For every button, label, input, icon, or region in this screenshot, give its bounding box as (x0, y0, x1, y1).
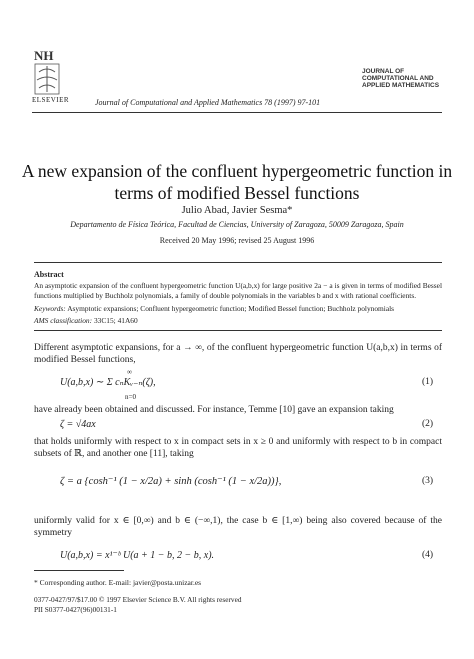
equation-4: U(a,b,x) = x¹⁻ᵇ U(a + 1 − b, 2 − b, x). (60, 550, 215, 561)
equation-2: ζ = √4ax (60, 419, 96, 430)
keywords-label: Keywords: (34, 304, 66, 313)
journal-name-line: APPLIED MATHEMATICS (362, 82, 440, 90)
publisher-name: ELSEVIER (32, 96, 70, 104)
corresponding-author-footnote: * Corresponding author. E-mail: javier@posta.unizar.es (34, 578, 202, 587)
equation-2-number: (2) (422, 419, 434, 429)
equation-4-number: (4) (422, 550, 434, 560)
paragraph-4: uniformly valid for x ∈ [0,∞) and b ∈ (−∞,1), the case b ∈ [1,∞) being also covered because of the symmetry (34, 516, 442, 538)
journal-name (362, 68, 452, 90)
authors: Julio Abad, Javier Sesma* (181, 205, 293, 216)
journal-citation: Journal of Computational and Applied Mathematics 78 (1997) 97-101 (95, 98, 321, 107)
copyright-block (34, 595, 241, 614)
paragraph-3: that holds uniformly with respect to x in compact sets in x ≥ 0 and uniformly with respect to b in compact subsets of ℝ, and another one [11], taking (34, 437, 442, 459)
journal-name-line: COMPUTATIONAL AND (362, 75, 434, 83)
equation-1-number: (1) (422, 377, 434, 387)
header-rule (32, 112, 442, 113)
equation-1-text: U(a,b,x) ∼ Σ cₙKᵥ₋ₙ(ζ), (60, 377, 156, 388)
abstract-text: An asymptotic expansion of the confluent hypergeometric function U(a,b,x) for large positive 2a − a is given in terms of modified Bessel functions multiplied by Buchholz polynomials, a family of double polynomials in the variables b and x with rational coefficients. (34, 281, 442, 300)
abstract-top-rule (34, 262, 442, 263)
received-dates: Received 20 May 1996; revised 25 August 1996 (159, 236, 315, 245)
ams-classification (34, 316, 138, 325)
copyright-line: 0377-0427/97/$17.00 © 1997 Elsevier Science B.V. All rights reserved (34, 595, 242, 604)
elsevier-logo (31, 46, 63, 98)
title-line: A new expansion of the confluent hypergeometric function in (21, 161, 453, 181)
abstract-bottom-rule (34, 330, 442, 331)
ams-codes: 33C15; 41A60 (93, 316, 138, 325)
sum-upper-limit: ∞ (127, 368, 132, 376)
equation-3: ζ = a {cosh⁻¹ (1 − x/2a) + sinh (cosh⁻¹ (1 − x/2a))}, (60, 476, 282, 487)
footnote-rule (34, 570, 124, 571)
equation-1 (60, 377, 156, 388)
ams-label: AMS classification: (34, 316, 93, 325)
sum-lower-limit: n=0 (125, 393, 136, 401)
paper-title (20, 160, 454, 204)
pii-line: PII S0377-0427(96)00131-1 (34, 604, 117, 614)
keywords-list: Asymptotic expansions; Confluent hypergeometric function; Modified Bessel function; Buchholz polynomials (67, 304, 395, 313)
abstract-heading: Abstract (34, 270, 64, 279)
journal-name-line: JOURNAL OF (362, 68, 405, 75)
affiliation: Departamento de Física Teórica, Facultad de Ciencias, University of Zaragoza, 50009 Zaragoza, Spain (70, 220, 404, 229)
paragraph-1: Different asymptotic expansions, for a → ∞, of the confluent hypergeometric function U(a,b,x) in terms of modified Bessel functions, (34, 343, 442, 365)
title-line: terms of modified Bessel functions (114, 183, 360, 203)
equation-3-number: (3) (422, 476, 434, 486)
logo-letters: NH (34, 48, 54, 63)
keywords (34, 304, 442, 313)
paragraph-2: have already been obtained and discussed. For instance, Temme [10] gave an expansion taking (34, 405, 394, 415)
